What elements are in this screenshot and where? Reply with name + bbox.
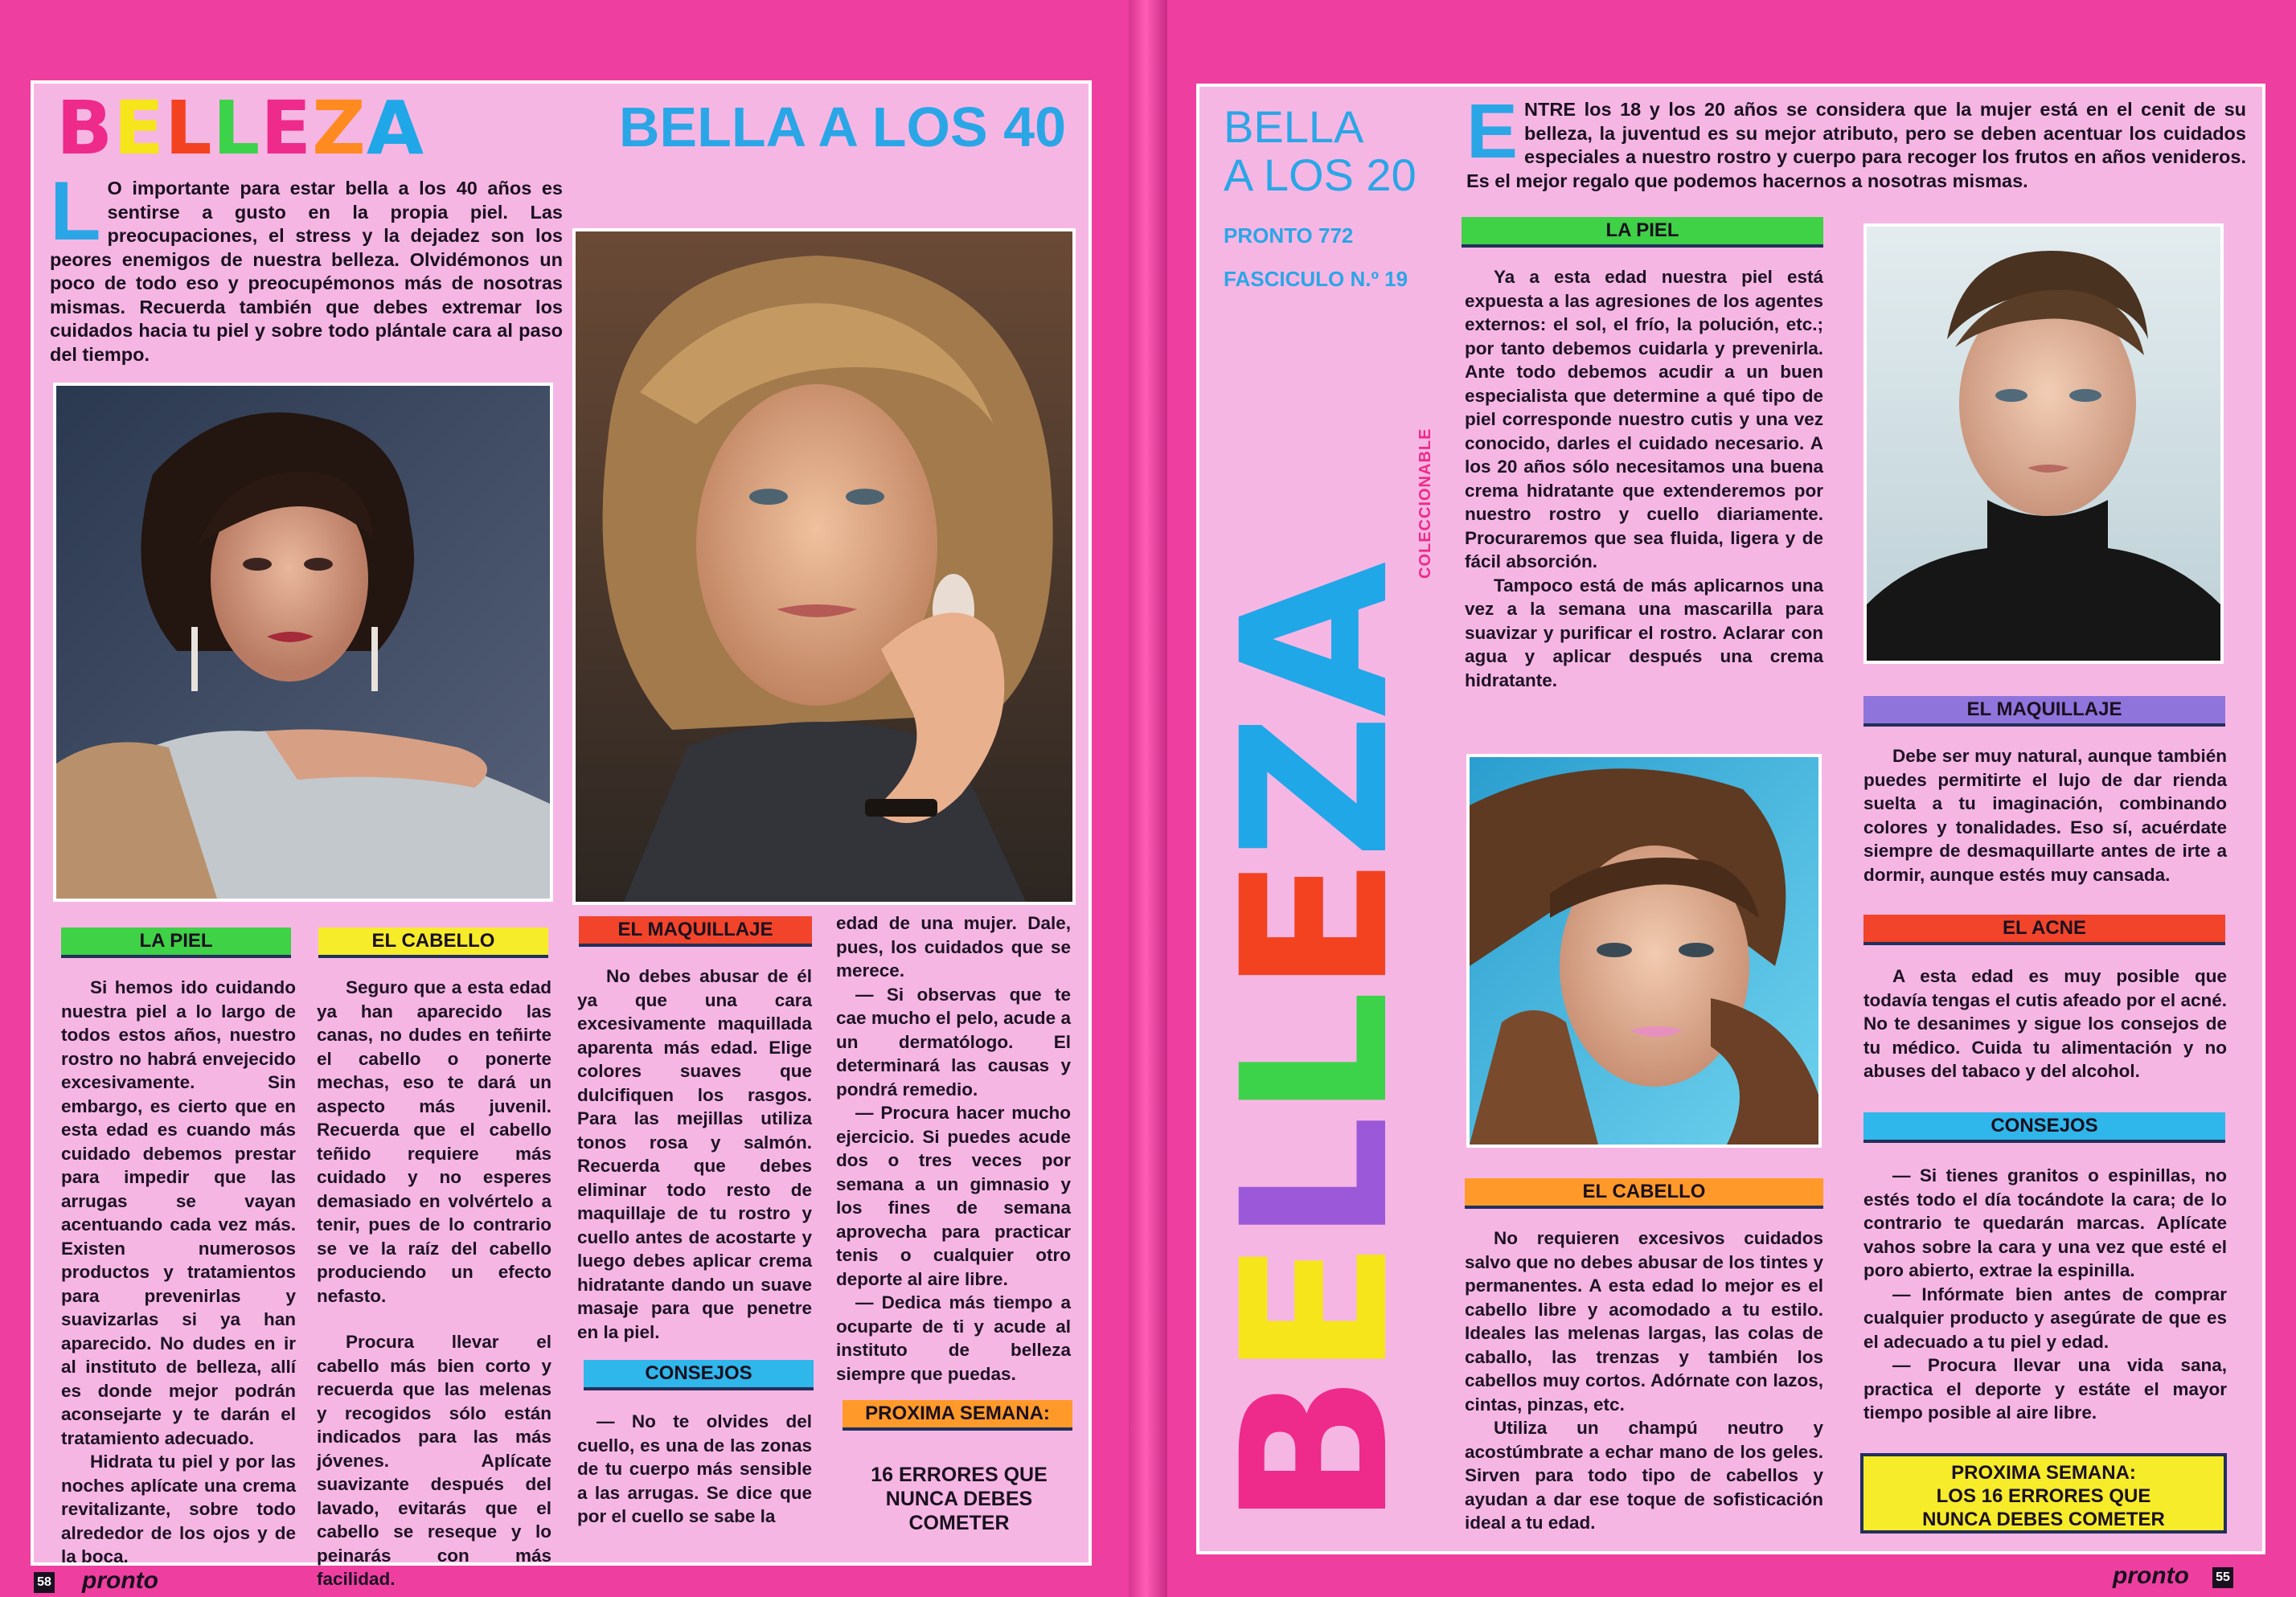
- el-cabello-text-right: [1465, 1226, 1823, 1535]
- vertical-logo: [1199, 564, 1433, 1527]
- logo-letter: E: [113, 85, 165, 171]
- photo-woman-curly-hair: [572, 228, 1076, 905]
- la-piel-text-right: [1465, 265, 1823, 692]
- la-piel-paragraph-1: Si hemos ido cuidando nuestra piel a lo largo de todos estos años, nuestro rostro no habrá envejecido excesivamente. Sin embargo, es cierto que en esta edad es cuando más cuidado debemos prestar para impedir que las arrugas se vayan acentuando cada vez más. Existen numerosos productos y tratamientos para prevenirlas y suavizarlas si ya han aparecido. No dudes en ir al instituto de belleza, allí es donde mejor podrán aconsejarte y te darán el tratamiento adecuado.: [61, 977, 296, 1448]
- consejos-right-paragraph-2: — Infórmate bien antes de comprar cualquier producto y asegúrate de que es el adecuado a tu piel y edad.: [1863, 1284, 2227, 1352]
- folio-right: pronto: [2113, 1562, 2189, 1589]
- section-header-la-piel-right: LA PIEL: [1462, 217, 1823, 248]
- el-cabello-right-paragraph-1: No requieren excesivos cuidados salvo que no debes abusar de los tintes y permanentes. A esta edad lo mejor es el cabello libre y acomodado a tu estilo. Ideales las melenas largas, las colas de caballo, las trenzas y también los cabellos muy cortos. Adórnate con lazos, cintas, pinzas, etc.: [1465, 1228, 1823, 1415]
- next-week-line-2: LOS 16 ERRORES QUE: [1936, 1485, 2151, 1507]
- photo-woman-brown-hair: [1466, 754, 1822, 1148]
- issue-label: PRONTO 772: [1224, 223, 1354, 248]
- vertical-logo-letter: Z: [1199, 716, 1433, 860]
- coleccionable-label: COLECCIONABLE: [1417, 428, 1434, 579]
- vertical-logo-letter: L: [1199, 1118, 1433, 1243]
- section-header-next-week: PROXIMA SEMANA:: [843, 1400, 1072, 1431]
- section-header-consejos-right: CONSEJOS: [1863, 1112, 2225, 1143]
- vertical-logo-letter: E: [1199, 859, 1433, 994]
- consejos-text-right: [1863, 1164, 2227, 1425]
- el-maquillaje-text: [577, 964, 812, 1344]
- section-header-el-maquillaje: EL MAQUILLAJE: [579, 916, 812, 947]
- photo-woman-dark-hair-image: [56, 386, 550, 899]
- photo-woman-dark-hair: [53, 383, 553, 902]
- vertical-logo-letter: L: [1199, 993, 1433, 1119]
- logo-letter: B: [56, 85, 114, 171]
- next-week-teaser: 16 ERRORES QUE NUNCA DEBES COMETER: [871, 1464, 1048, 1534]
- next-week-box-right: [1860, 1453, 2227, 1534]
- intro-paragraph: [50, 165, 563, 366]
- fasciculo-label: FASCICULO N.º 19: [1224, 267, 1408, 291]
- section-header-el-maquillaje-right: EL MAQUILLAJE: [1863, 696, 2225, 727]
- vertical-logo-letter: B: [1199, 1377, 1433, 1527]
- intro-paragraph-right: [1466, 88, 2246, 193]
- photo-woman-turtleneck: [1863, 223, 2224, 664]
- consejos-paragraph-5: — Dedica más tiempo a ocuparte de ti y acude al instituto de belleza siempre que puedas.: [836, 1292, 1071, 1384]
- el-cabello-paragraph-2: Procura llevar el cabello más bien corto y recuerda que las melenas y recogidos sólo están indicados para las más jóvenes. Aplícate suavizante después del lavado, evitarás que el cabello se reseque y lo peinarás con más facilidad.: [317, 1332, 551, 1589]
- consejos-right-paragraph-3: — Procura llevar una vida sana, practica el deporte y estáte el mayor tiempo posible al aire libre.: [1863, 1355, 2227, 1423]
- la-piel-paragraph-2: Hidrata tu piel y por las noches aplícate una crema revitalizante, sobre todo alrededor de los ojos y de la boca.: [61, 1452, 296, 1566]
- photo-woman-curly-hair-image: [576, 231, 1072, 902]
- vertical-logo-letter: E: [1199, 1243, 1433, 1378]
- consejos-text-col2: [836, 911, 1071, 1386]
- la-piel-text: [61, 976, 296, 1569]
- intro-text-right: NTRE los 18 y los 20 años se considera que la mujer está en el cenit de su belleza, la juventud es su mejor atributo, pero se deben acentuar los cuidados especiales a nuestro rostro y cuerpo para recoger los frutos en años venideros. Es el mejor regalo que podemos hacernos a nosotras mismas.: [1466, 99, 2246, 191]
- headline: BELLA A LOS 40: [618, 96, 1066, 158]
- photo-woman-brown-hair-image: [1470, 757, 1818, 1145]
- el-cabello-right-paragraph-2: Utiliza un champú neutro y acostúmbrate a echar mano de los geles. Sirven para todo tipo de cabellos y ayudan a dar ese toque de sofisticación ideal a tu edad.: [1465, 1418, 1823, 1533]
- consejos-paragraph-4: — Procura hacer mucho ejercicio. Si puedes acude dos o tres veces por semana a un gimnasio y los fines de semana aprovecha para practicar tenis o cualquier otro deporte al aire libre.: [836, 1103, 1071, 1289]
- section-header-el-acne: EL ACNE: [1863, 915, 2225, 945]
- consejos-paragraph-3: — Si observas que te cae mucho el pelo, acude a un dermatólogo. El determinará las causas y pondrá remedio.: [836, 984, 1071, 1099]
- intro-text: O importante para estar bella a los 40 años es sentirse a gusto en la propia piel. Las preocupaciones, el stress y la dejadez son los peores enemigos de nuestra belleza. Olvidémonos un poco de todo eso y preocupémonos más de nosotras mismas. Recuerda también que debes extremar los cuidados hacia tu piel y sobre todo plántale cara al paso del tiempo.: [50, 178, 563, 365]
- consejos-text-col1: [577, 1410, 812, 1529]
- magazine-spine: [1129, 0, 1167, 1597]
- consejos-paragraph-2: edad de una mujer. Dale, pues, los cuidados que se merece.: [836, 913, 1071, 981]
- drop-cap-right: E: [1466, 88, 1519, 174]
- la-piel-right-paragraph-2: Tampoco está de más aplicarnos una vez a la semana una mascarilla para suavizar y purificar el rostro. Aclarar con agua y aplicar después una crema hidratante.: [1465, 575, 1823, 690]
- el-cabello-paragraph-1: Seguro que a esta edad ya han aparecido las canas, no dudes en teñirte el cabello o ponerte mechas, eso te dará un aspecto más juvenil. Recuerda que el cabello teñido requiere más cuidado y no esperes demasiado en volvértelo a tenir, pues de lo contrario se ve la raíz del cabello produciendo un efecto nefasto.: [317, 977, 551, 1306]
- photo-woman-turtleneck-image: [1867, 227, 2220, 661]
- next-week-line-1: PROXIMA SEMANA:: [1951, 1462, 2136, 1484]
- page-number-right: 55: [2212, 1567, 2233, 1588]
- logo-letter: L: [212, 85, 261, 171]
- next-week-line-3: NUNCA DEBES COMETER: [1922, 1509, 2165, 1530]
- section-header-el-cabello-right: EL CABELLO: [1465, 1178, 1823, 1209]
- folio-left: pronto: [82, 1567, 158, 1594]
- el-maquillaje-paragraph-1: No debes abusar de él ya que una cara excesivamente maquillada aparenta más edad. Elige colores suaves que dulcifiquen los rasgos. Para las mejillas utiliza tonos rosa y salmón. Recuerda que debes eliminar todo resto de maquillaje de tu rostro y cuello antes de acostarte y luego debes aplicar crema hidratante dando un suave masaje para que penetre en la piel.: [577, 966, 812, 1342]
- vertical-logo-letter: A: [1199, 564, 1433, 717]
- la-piel-right-paragraph-1: Ya a esta edad nuestra piel está expuesta a las agresiones de los agentes externos: el sol, el frío, la polución, etc.; por tanto debemos cuidarla y prevenirla. Ante todo debemos acudir a un buen especialista que determine a qué tipo de piel corresponde nuestro cutis y una vez conocido, darles el cuidado necesario. A los 20 años sólo necesitamos una buena crema hidratante que extenderemos por nuestro rostro y cuello diariamente. Procuraremos que sea fluida, ligera y de fácil absorción.: [1465, 267, 1823, 571]
- logo-letter: E: [260, 85, 313, 171]
- consejos-paragraph-1: — No te olvides del cuello, es una de las zonas de tu cuerpo más sensible a las arrugas. Se dice que por el cuello se sabe la: [577, 1411, 812, 1526]
- el-maquillaje-right-paragraph-1: Debe ser muy natural, aunque también puedes permitirte el lujo de dar rienda suelta a tu imaginación, combinando colores y tonalidades. Eso sí, acuérdate siempre de desmaquillarte antes de irte a dormir, aunque estés muy cansada.: [1863, 746, 2227, 885]
- logo-letter: A: [366, 85, 425, 171]
- headline-line-2: A LOS 20: [1224, 149, 1417, 200]
- section-header-la-piel: LA PIEL: [61, 927, 291, 958]
- el-acne-paragraph-1: A esta edad es muy posible que todavía tengas el cutis afeado por el acné. No te desanimes y sigue los consejos de tu médico. Cuida tu alimentación y no abuses del tabaco y del alcohol.: [1863, 966, 2227, 1081]
- consejos-right-paragraph-1: — Si tienes granitos o espinillas, no estés todo el día tocándote la cara; de lo contrario te quedarán marcas. Aplícate vahos sobre la cara y una vez que esté el poro abierto, extrae la espinilla.: [1863, 1165, 2227, 1280]
- logo-letter: Z: [312, 85, 367, 171]
- drop-cap: L: [50, 165, 101, 258]
- section-header-el-cabello: EL CABELLO: [318, 927, 548, 958]
- el-cabello-text: [317, 976, 551, 1591]
- headline-line-1: BELLA: [1224, 101, 1364, 152]
- page-number-left: 58: [34, 1572, 55, 1593]
- right-page-panel: [1196, 84, 2265, 1554]
- el-acne-text: [1863, 964, 2227, 1083]
- section-logo: [56, 85, 425, 171]
- logo-letter: L: [164, 85, 213, 171]
- el-maquillaje-text-right: [1863, 744, 2227, 887]
- section-header-consejos: CONSEJOS: [584, 1360, 814, 1390]
